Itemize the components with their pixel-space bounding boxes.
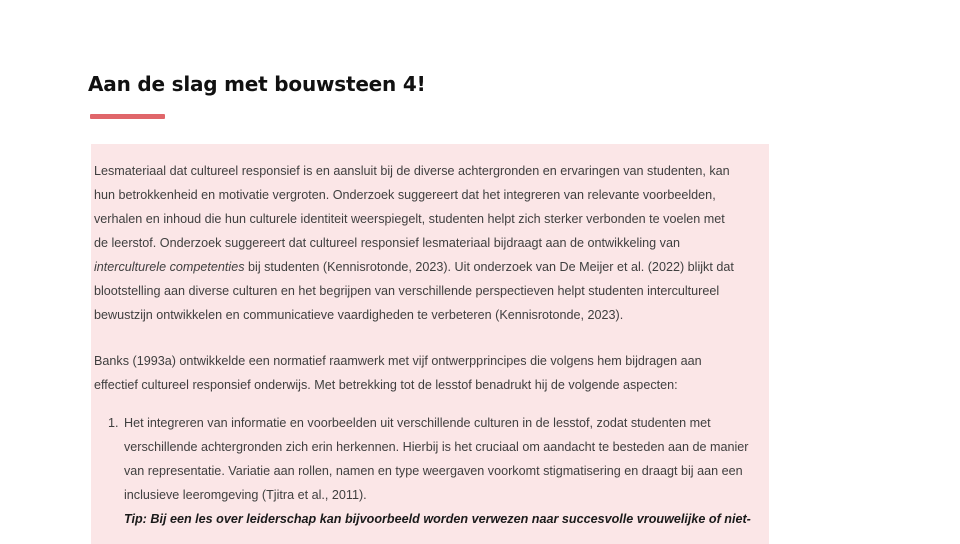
intro-paragraph (94, 159, 769, 327)
banks-paragraph (94, 349, 769, 397)
content-panel (91, 144, 769, 544)
tip-text: Tip: Bij een les over leiderschap kan bijvoorbeeld worden verwezen naar succesvolle vrouwelijke of niet- (124, 512, 751, 526)
text-line: bewustzijn ontwikkelen en communicatieve vaardigheden te verbeteren (Kennisrotonde, 2023). (94, 308, 624, 322)
text-line: blootstelling aan diverse culturen en het begrijpen van verschillende perspectieven helpt studenten intercultureel (94, 284, 720, 298)
title-underline (90, 114, 165, 119)
text-line: van representatie. Variatie aan rollen, namen en type weergaven voorkomt stigmatisering en draagt bij aan een (124, 464, 743, 478)
text-line: inclusieve leeromgeving (Tjitra et al., 2011). (124, 488, 367, 502)
text-line: Banks (1993a) ontwikkelde een normatief raamwerk met vijf ontwerpprincipes die volgens hem bijdragen aan (94, 354, 702, 368)
page-title: Aan de slag met bouwsteen 4! (88, 72, 426, 96)
text-line: hun betrokkenheid en motivatie vergroten. Onderzoek suggereert dat het integreren van relevante voorbeelden, (94, 188, 716, 202)
emphasis-term: interculturele competenties (94, 260, 245, 274)
principles-list (108, 411, 768, 531)
text-line: Het integreren van informatie en voorbeelden uit verschillende culturen in de lesstof, zodat studenten met (124, 416, 711, 430)
text-line: verschillende achtergronden zich erin herkennen. Hierbij is het cruciaal om aandacht te besteden aan de manier (124, 440, 749, 454)
list-item-number: 1. (108, 416, 119, 430)
text-line: de leerstof. Onderzoek suggereert dat cultureel responsief lesmateriaal bijdraagt aan de ontwikkeling van (94, 236, 680, 250)
text-line: bij studenten (Kennisrotonde, 2023). Uit onderzoek van De Meijer et al. (2022) blijkt dat (244, 260, 734, 274)
text-line: verhalen en inhoud die hun culturele identiteit weerspiegelt, studenten helpt zich sterker verbonden te voelen met (94, 212, 725, 226)
text-line: Lesmateriaal dat cultureel responsief is en aansluit bij de diverse achtergronden en ervaringen van studenten, kan (94, 164, 730, 178)
list-item (108, 411, 768, 531)
text-line: effectief cultureel responsief onderwijs. Met betrekking tot de lesstof benadrukt hij de volgende aspecten: (94, 378, 678, 392)
